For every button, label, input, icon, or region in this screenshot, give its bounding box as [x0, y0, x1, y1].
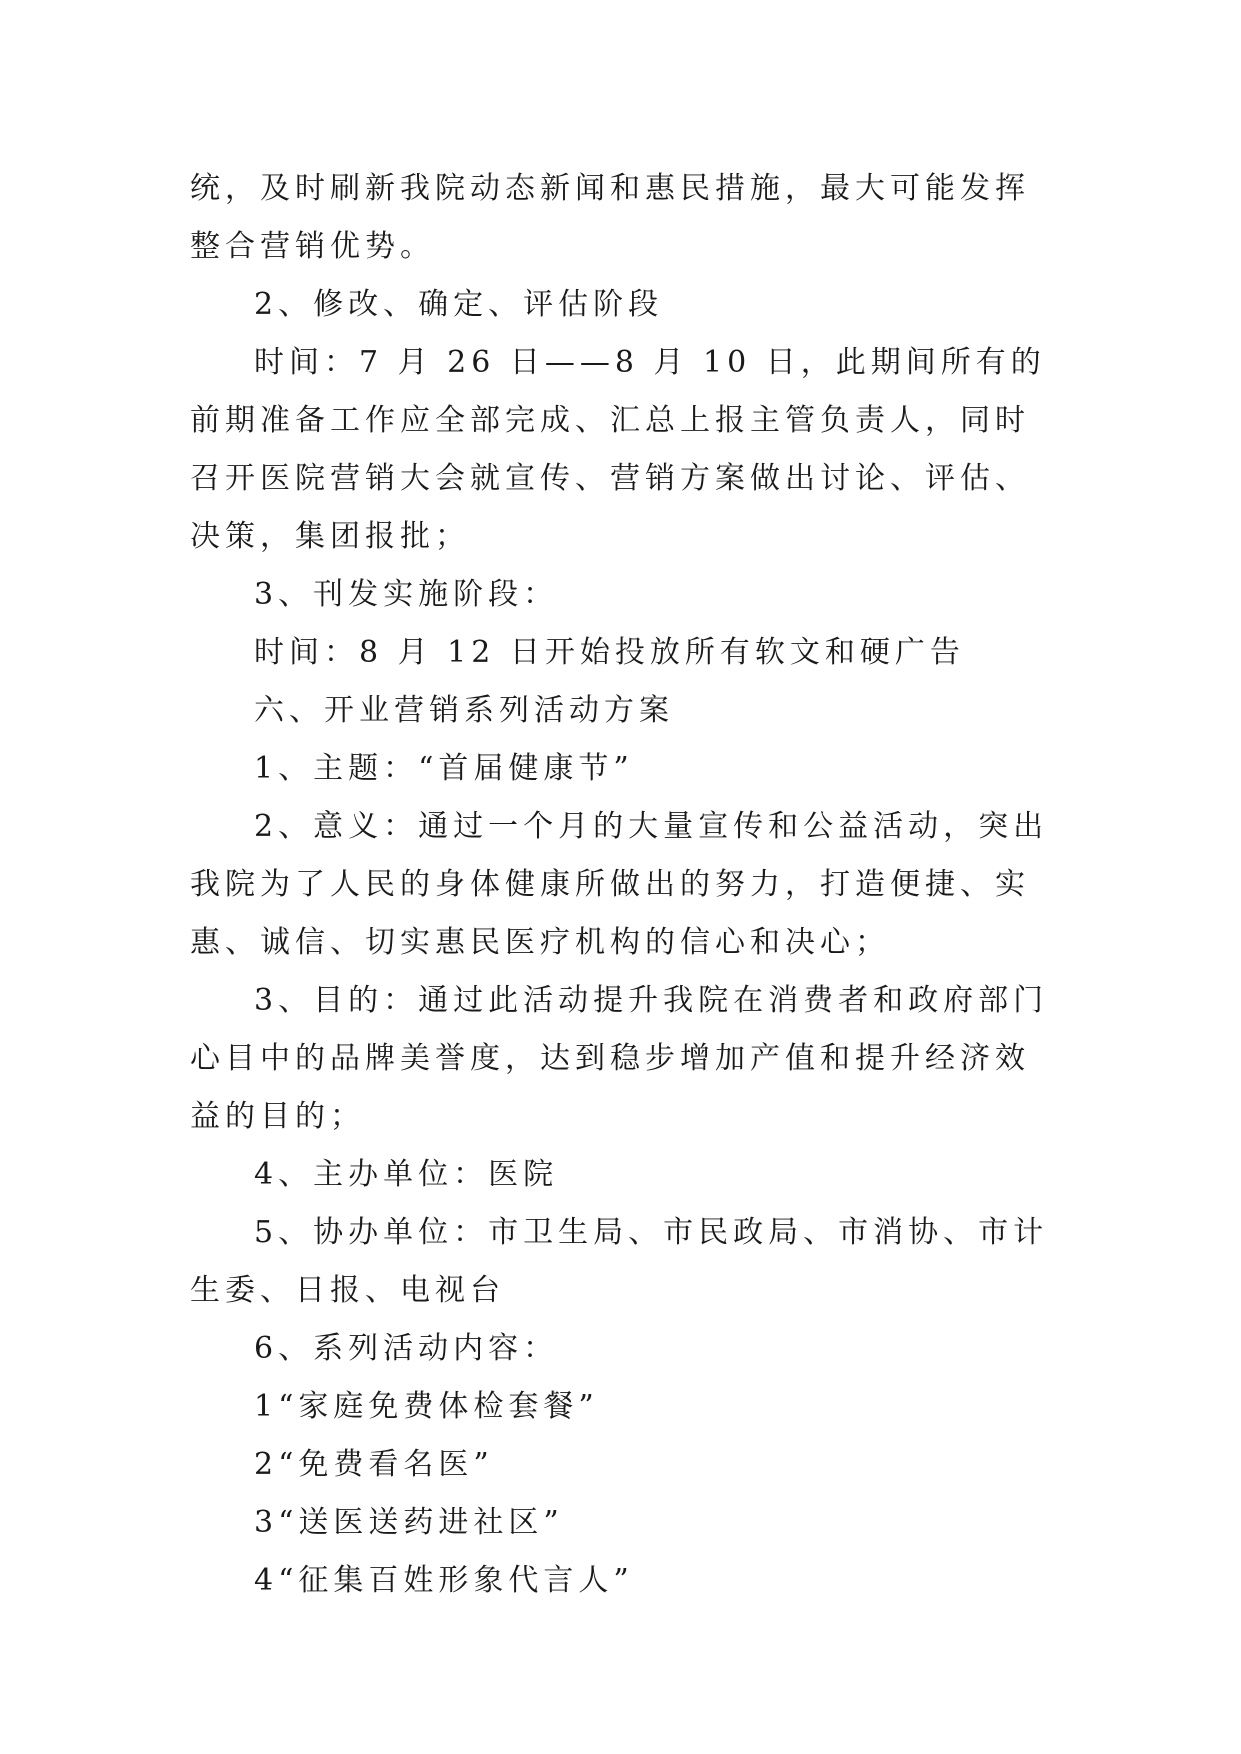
paragraph-continuation: 统，及时刷新我院动态新闻和惠民措施，最大可能发挥整合营销优势。 — [190, 171, 1030, 264]
list-item: 4“征集百姓形象代言人” — [254, 1563, 634, 1598]
paragraph-co-organizers: 5、协办单位：市卫生局、市民政局、市消协、市计生委、日报、电视台 — [190, 1215, 1049, 1308]
paragraph-organizer: 4、主办单位：医院 — [254, 1157, 559, 1192]
paragraph-activities-heading: 6、系列活动内容： — [254, 1331, 559, 1366]
list-item: 3“送医送药进社区” — [254, 1505, 564, 1540]
paragraph-significance: 2、意义：通过一个月的大量宣传和公益活动，突出我院为了人民的身体健康所做出的努力，打造便捷、实惠、诚信、切实惠民医疗机构的信心和决心； — [190, 809, 1049, 960]
section-heading-six: 六、开业营销系列活动方案 — [254, 693, 674, 728]
document-body — [190, 160, 1050, 1610]
paragraph-stage-3-time: 时间：8 月 12 日开始投放所有软文和硬广告 — [254, 635, 965, 670]
paragraph-purpose: 3、目的：通过此活动提升我院在消费者和政府部门心目中的品牌美誉度，达到稳步增加产值和提升经济效益的目的； — [190, 983, 1049, 1134]
paragraph-stage-2-heading: 2、修改、确定、评估阶段 — [254, 287, 664, 322]
paragraph-stage-2-time: 时间：7 月 26 日——8 月 10 日，此期间所有的前期准备工作应全部完成、汇总上报主管负责人，同时召开医院营销大会就宣传、营销方案做出讨论、评估、决策，集团报批； — [190, 345, 1046, 554]
list-item: 2“免费看名医” — [254, 1447, 494, 1482]
list-item: 1“家庭免费体检套餐” — [254, 1389, 599, 1424]
paragraph-stage-3-heading: 3、刊发实施阶段： — [254, 577, 559, 612]
paragraph-theme: 1、主题：“首届健康节” — [254, 751, 634, 786]
